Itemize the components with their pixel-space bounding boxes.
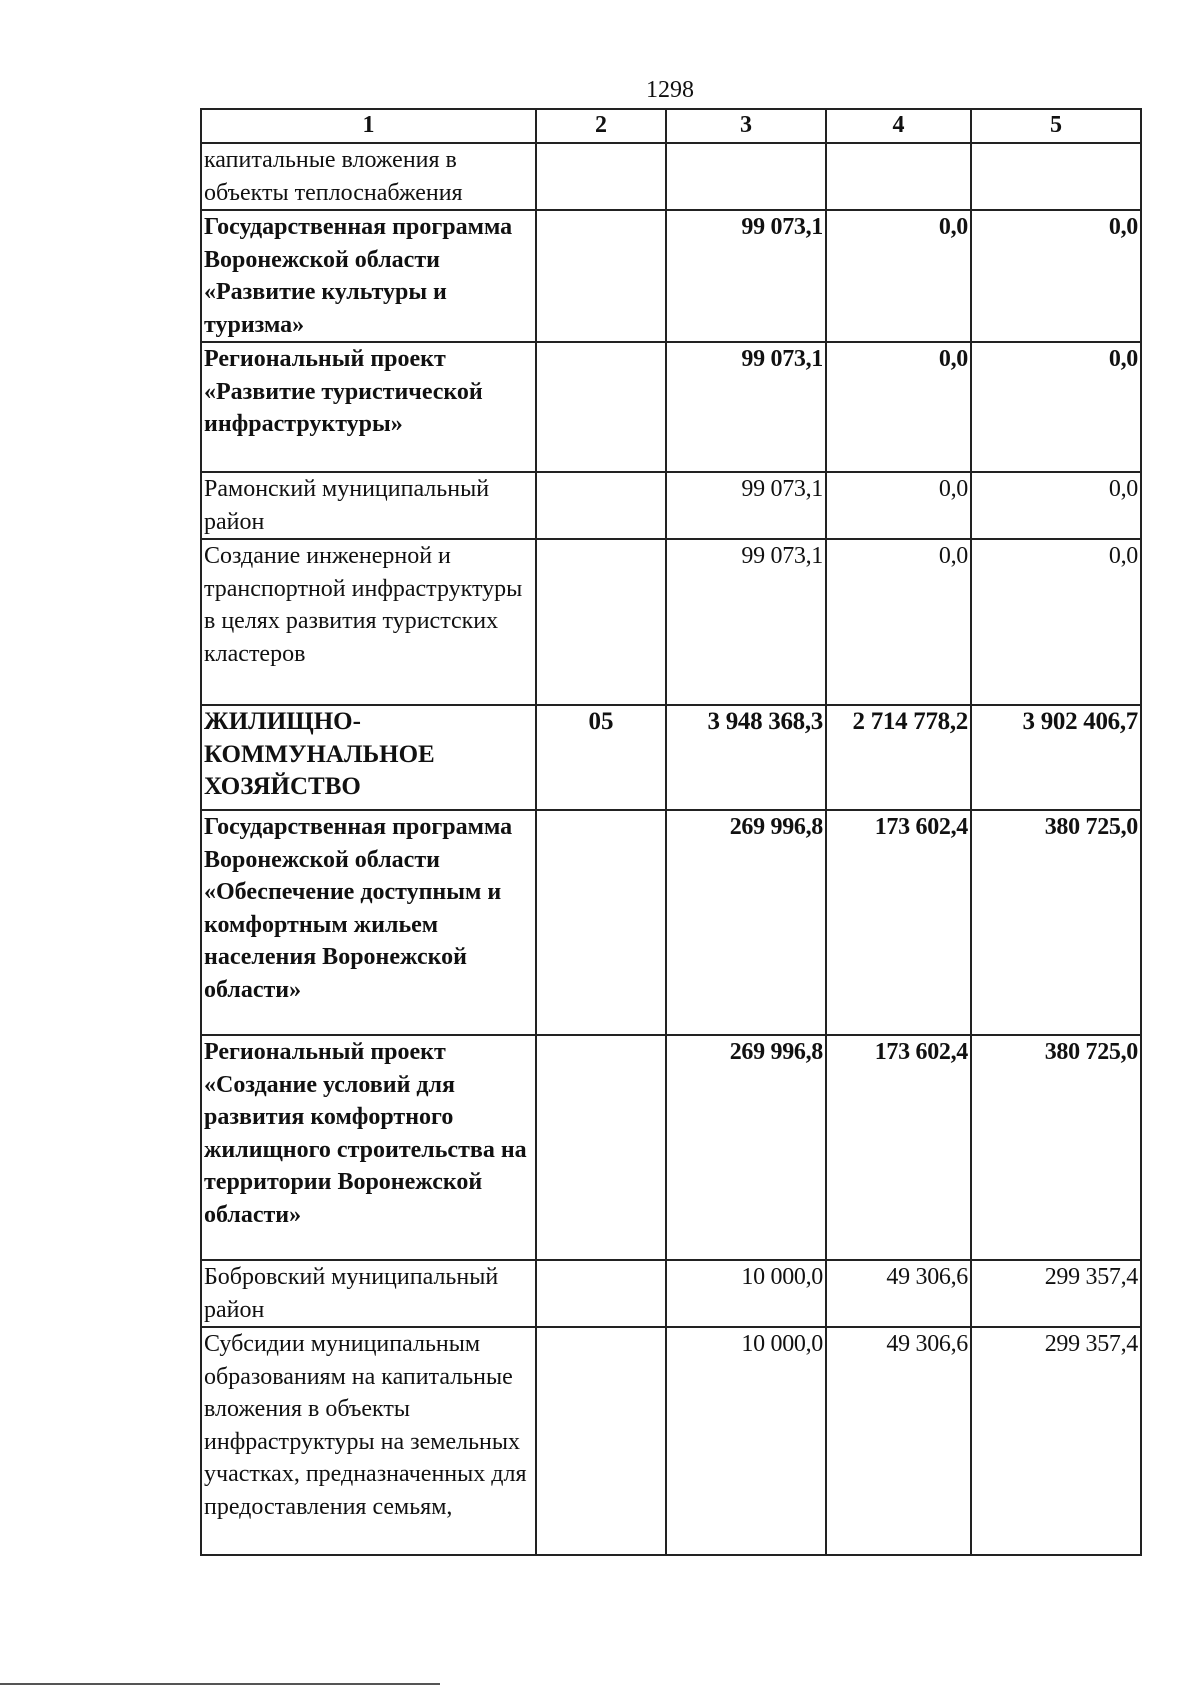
row-code: 05 [536,705,666,810]
row-value-4: 0,0 [826,539,971,705]
table-body [201,143,1141,1555]
row-name: Рамонский муниципальный район [201,472,536,539]
row-value-5 [971,143,1141,210]
row-name: Создание инженерной и транспортной инфраструктуры в целях развития туристских кластеров [201,539,536,705]
row-value-3: 269 996,8 [666,810,826,1035]
table-row [201,705,1141,810]
row-value-3: 3 948 368,3 [666,705,826,810]
row-code [536,1260,666,1327]
column-header-4: 4 [826,109,971,143]
row-name: ЖИЛИЩНО-КОММУНАЛЬНОЕ ХОЗЯЙСТВО [201,705,536,810]
header-row [201,109,1141,143]
page-bottom-rule [0,1683,440,1685]
column-header-5: 5 [971,109,1141,143]
page-number: 1298 [646,77,694,103]
row-code [536,810,666,1035]
row-name: Государственная программа Воронежской области «Развитие культуры и туризма» [201,210,536,342]
row-name: Региональный проект «Развитие туристической инфраструктуры» [201,342,536,472]
row-value-4: 0,0 [826,210,971,342]
row-value-3: 10 000,0 [666,1260,826,1327]
row-value-3: 99 073,1 [666,210,826,342]
row-value-5: 380 725,0 [971,810,1141,1035]
row-value-5: 0,0 [971,342,1141,472]
column-header-1: 1 [201,109,536,143]
row-value-4: 2 714 778,2 [826,705,971,810]
table-row [201,810,1141,1035]
table-row [201,1327,1141,1555]
table-row [201,472,1141,539]
row-value-5: 0,0 [971,210,1141,342]
row-code [536,539,666,705]
row-code [536,210,666,342]
row-value-5: 0,0 [971,539,1141,705]
column-header-2: 2 [536,109,666,143]
row-code [536,342,666,472]
row-value-4: 173 602,4 [826,1035,971,1260]
row-value-4: 173 602,4 [826,810,971,1035]
row-value-4: 49 306,6 [826,1260,971,1327]
table-header [201,109,1141,143]
row-name: капитальные вложения в объекты теплоснабжения [201,143,536,210]
row-code [536,1327,666,1555]
row-value-4 [826,143,971,210]
column-header-3: 3 [666,109,826,143]
row-value-3: 99 073,1 [666,342,826,472]
row-code [536,472,666,539]
row-code [536,143,666,210]
row-value-3: 269 996,8 [666,1035,826,1260]
row-value-3 [666,143,826,210]
row-value-3: 10 000,0 [666,1327,826,1555]
table-row [201,1260,1141,1327]
table-row [201,1035,1141,1260]
row-value-5: 0,0 [971,472,1141,539]
table-row [201,539,1141,705]
row-name: Бобровский муниципальный район [201,1260,536,1327]
budget-table [200,108,1142,1556]
row-value-4: 49 306,6 [826,1327,971,1555]
row-value-3: 99 073,1 [666,472,826,539]
row-value-5: 299 357,4 [971,1260,1141,1327]
row-code [536,1035,666,1260]
row-value-5: 380 725,0 [971,1035,1141,1260]
row-value-5: 3 902 406,7 [971,705,1141,810]
row-name: Государственная программа Воронежской области «Обеспечение доступным и комфортным жильем населения Воронежской области» [201,810,536,1035]
row-value-4: 0,0 [826,472,971,539]
row-name: Региональный проект «Создание условий для развития комфортного жилищного строительства на территории Воронежской области» [201,1035,536,1260]
table-row [201,210,1141,342]
table-row [201,342,1141,472]
row-value-4: 0,0 [826,342,971,472]
table-row [201,143,1141,210]
row-name: Субсидии муниципальным образованиям на капитальные вложения в объекты инфраструктуры на земельных участках, предназначенных для предоставления семьям, [201,1327,536,1555]
row-value-3: 99 073,1 [666,539,826,705]
row-value-5: 299 357,4 [971,1327,1141,1555]
